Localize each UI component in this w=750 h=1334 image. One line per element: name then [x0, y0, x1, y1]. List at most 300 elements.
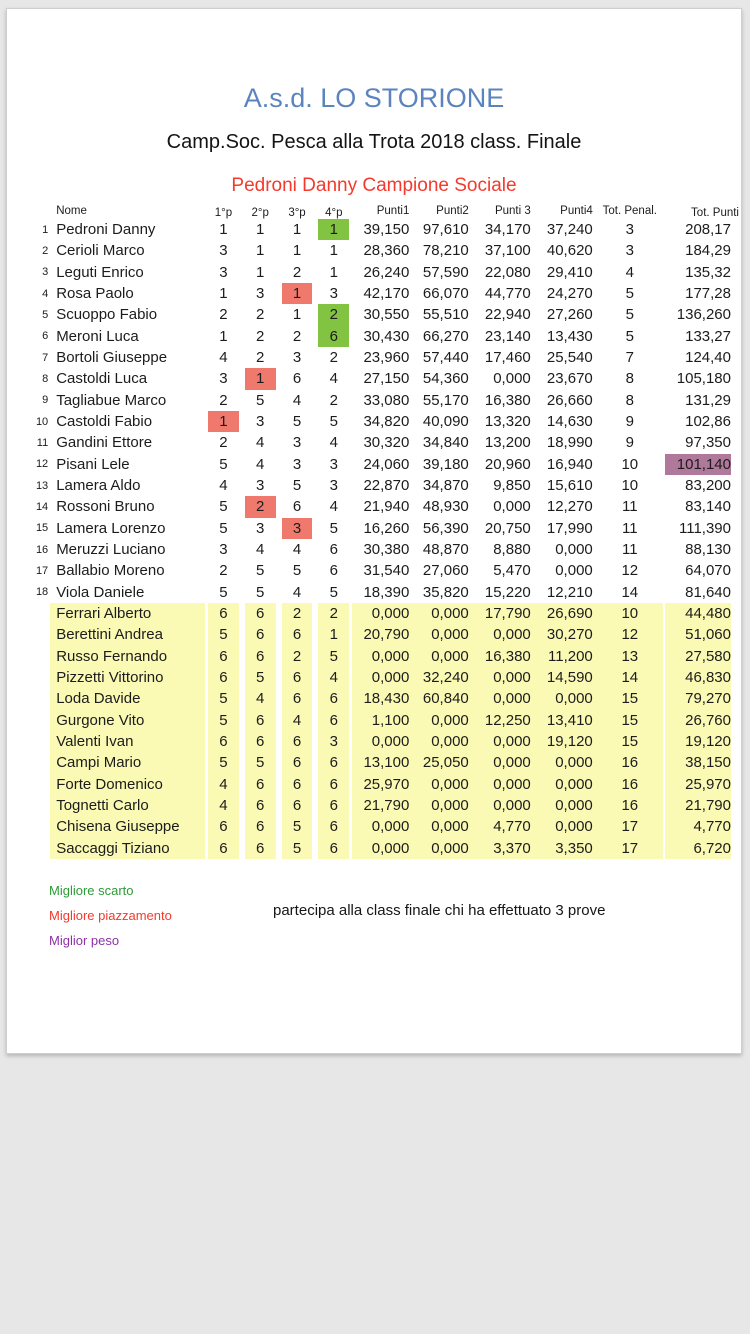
placement-cell: 1 [292, 242, 302, 260]
table-row [31, 283, 741, 304]
rank-cell: 14 [35, 500, 49, 513]
placement-cell: 2 [256, 306, 265, 324]
placement-cell: 1 [219, 327, 228, 345]
rank-cell [31, 752, 50, 773]
points-cell: 20,960 [484, 455, 531, 473]
points-cell: 0,000 [352, 816, 413, 837]
total-points-cell: 111,390 [679, 519, 731, 537]
placement-cell: 5 [205, 624, 242, 645]
penalty-cell: 8 [625, 391, 634, 409]
placement-cell: 6 [279, 667, 316, 688]
placement-cell: 1 [315, 624, 352, 645]
rank-cell: 8 [42, 372, 49, 385]
table-row [31, 624, 741, 645]
points-cell: 37,100 [484, 242, 531, 260]
rank-cell: 17 [35, 564, 49, 577]
penalty-cell: 9 [625, 413, 634, 431]
placement-cell: 4 [292, 583, 302, 601]
total-points-cell: 135,32 [685, 263, 731, 281]
placement-cell: 6 [205, 816, 242, 837]
rank-cell [31, 838, 50, 859]
placement-cell: 6 [205, 838, 242, 859]
name-cell: Leguti Enrico [56, 263, 144, 281]
placement-cell: 4 [292, 391, 302, 409]
name-cell: Russo Fernando [50, 646, 205, 667]
placement-cell: 5 [219, 519, 228, 537]
rank-cell: 13 [35, 479, 49, 492]
points-cell: 20,790 [352, 624, 413, 645]
points-cell: 12,250 [473, 710, 535, 731]
placement-cell: 2 [256, 349, 265, 367]
placement-cell: 2 [279, 646, 316, 667]
placement-cell: 4 [242, 688, 279, 709]
placement-cell: 3 [292, 349, 302, 367]
header-p3: 3°p [288, 207, 306, 219]
name-cell: Tognetti Carlo [50, 795, 205, 816]
table-row [31, 667, 741, 688]
placement-cell: 4 [315, 667, 352, 688]
penalty-cell: 15 [597, 710, 663, 731]
table-row [31, 560, 741, 581]
placement-cell: 1 [315, 219, 352, 240]
placement-cell: 5 [292, 413, 302, 431]
placement-cell: 1 [329, 263, 338, 281]
placement-cell: 2 [242, 496, 279, 517]
total-points-cell: 6,720 [663, 838, 741, 859]
placement-cell: 6 [292, 498, 302, 516]
points-cell: 0,000 [473, 795, 535, 816]
points-cell: 11,200 [535, 646, 597, 667]
penalty-cell: 14 [597, 667, 663, 688]
name-cell: Campi Mario [50, 752, 205, 773]
points-cell: 0,000 [555, 562, 593, 580]
rank-cell: 7 [42, 351, 49, 364]
points-cell: 48,930 [422, 498, 469, 516]
points-cell: 0,000 [352, 731, 413, 752]
name-cell: Gurgone Vito [50, 710, 205, 731]
points-cell: 34,870 [422, 477, 469, 495]
points-cell: 26,660 [546, 391, 593, 409]
placement-cell: 1 [256, 263, 265, 281]
table-row [31, 816, 741, 837]
penalty-cell: 5 [625, 285, 634, 303]
name-cell: Castoldi Fabio [56, 413, 153, 431]
placement-cell: 6 [242, 624, 279, 645]
header-p2: 2°p [251, 207, 269, 219]
placement-cell: 4 [256, 455, 265, 473]
total-points-cell: 64,070 [685, 562, 731, 580]
points-cell: 0,000 [413, 646, 472, 667]
document-page [6, 8, 742, 1054]
penalty-cell: 10 [621, 477, 639, 495]
placement-cell: 2 [292, 263, 302, 281]
points-cell: 3,350 [535, 838, 597, 859]
points-cell: 25,540 [546, 349, 593, 367]
points-cell: 31,540 [363, 562, 410, 580]
points-cell: 66,070 [422, 285, 469, 303]
page-subtitle: Camp.Soc. Pesca alla Trota 2018 class. Finale [166, 131, 582, 153]
placement-cell: 5 [219, 498, 228, 516]
table-row [31, 838, 741, 859]
total-points-cell: 25,970 [663, 774, 741, 795]
placement-cell: 1 [242, 368, 279, 389]
penalty-cell: 17 [597, 838, 663, 859]
rank-cell [31, 731, 50, 752]
placement-cell: 4 [292, 541, 302, 559]
header-punti2: Punti2 [436, 205, 469, 217]
penalty-cell: 4 [625, 263, 634, 281]
placement-cell: 5 [242, 752, 279, 773]
points-cell: 40,620 [546, 242, 593, 260]
placement-cell: 6 [242, 774, 279, 795]
total-points-cell: 79,270 [663, 688, 741, 709]
points-cell: 78,210 [422, 242, 469, 260]
rank-cell: 16 [35, 543, 49, 556]
points-cell: 0,000 [473, 752, 535, 773]
total-points-cell: 131,29 [685, 391, 731, 409]
placement-cell: 6 [242, 646, 279, 667]
points-cell: 9,850 [493, 477, 531, 495]
placement-cell: 3 [219, 370, 228, 388]
points-cell: 17,990 [546, 519, 593, 537]
placement-cell: 3 [329, 285, 338, 303]
rank-cell [31, 774, 50, 795]
placement-cell: 5 [205, 710, 242, 731]
rank-cell [31, 795, 50, 816]
points-cell: 22,080 [484, 263, 531, 281]
points-cell: 48,870 [422, 541, 469, 559]
table-row [31, 347, 741, 368]
placement-cell: 4 [279, 710, 316, 731]
name-cell: Meruzzi Luciano [56, 541, 166, 559]
points-cell: 22,940 [484, 306, 531, 324]
total-points-cell: 97,350 [685, 434, 731, 452]
placement-cell: 3 [256, 285, 265, 303]
rank-cell [31, 624, 50, 645]
penalty-cell: 12 [621, 562, 639, 580]
placement-cell: 1 [279, 283, 316, 304]
placement-cell: 2 [329, 349, 338, 367]
points-cell: 0,000 [413, 624, 472, 645]
name-cell: Tagliabue Marco [56, 391, 167, 409]
placement-cell: 2 [329, 391, 338, 409]
table-row [31, 518, 741, 539]
penalty-cell: 12 [597, 624, 663, 645]
placement-cell: 6 [279, 624, 316, 645]
placement-cell: 4 [219, 477, 228, 495]
placement-cell: 2 [219, 306, 228, 324]
points-cell: 16,380 [473, 646, 535, 667]
points-cell: 16,940 [546, 455, 593, 473]
points-cell: 0,000 [352, 667, 413, 688]
table-row [31, 795, 741, 816]
placement-cell: 6 [205, 667, 242, 688]
placement-cell: 6 [242, 795, 279, 816]
rank-cell: 11 [36, 436, 49, 449]
total-points-cell: 83,140 [685, 498, 731, 516]
penalty-cell: 17 [597, 816, 663, 837]
placement-cell: 1 [256, 242, 265, 260]
points-cell: 16,380 [484, 391, 531, 409]
points-cell: 17,790 [473, 603, 535, 624]
total-points-cell: 26,760 [663, 710, 741, 731]
header-tot-penal: Tot. Penal. [602, 205, 657, 217]
rank-cell [31, 646, 50, 667]
placement-cell: 6 [329, 562, 338, 580]
table-row [31, 368, 741, 389]
points-cell: 0,000 [352, 646, 413, 667]
total-points-cell: 184,29 [685, 242, 731, 260]
placement-cell: 4 [205, 774, 242, 795]
points-cell: 27,060 [422, 562, 469, 580]
header-punti4: Punti4 [560, 205, 593, 217]
points-cell: 0,000 [493, 498, 531, 516]
placement-cell: 1 [292, 221, 302, 239]
points-cell: 15,220 [484, 583, 531, 601]
placement-cell: 6 [279, 774, 316, 795]
points-cell: 17,460 [484, 349, 531, 367]
name-cell: Ballabio Moreno [56, 562, 165, 580]
penalty-cell: 16 [597, 774, 663, 795]
rank-cell [31, 816, 50, 837]
placement-cell: 6 [315, 838, 352, 859]
points-cell: 0,000 [473, 774, 535, 795]
points-cell: 27,150 [363, 370, 410, 388]
total-points-cell: 102,86 [685, 413, 731, 431]
legend-best-discard: Migliore scarto [49, 883, 134, 898]
points-cell: 25,050 [413, 752, 472, 773]
total-points-cell: 19,120 [663, 731, 741, 752]
points-cell: 33,080 [363, 391, 410, 409]
penalty-cell: 10 [597, 603, 663, 624]
placement-cell: 3 [219, 263, 228, 281]
placement-cell: 1 [219, 285, 228, 303]
results-table-body [31, 219, 741, 859]
name-cell: Ferrari Alberto [50, 603, 205, 624]
table-row [31, 326, 741, 347]
points-cell: 21,940 [363, 498, 410, 516]
placement-cell: 5 [279, 838, 316, 859]
placement-cell: 2 [219, 391, 228, 409]
points-cell: 42,170 [363, 285, 410, 303]
points-cell: 16,260 [363, 519, 410, 537]
total-points-cell: 81,640 [685, 583, 731, 601]
name-cell: Lamera Lorenzo [56, 519, 166, 537]
points-cell: 20,750 [484, 519, 531, 537]
placement-cell: 3 [292, 434, 302, 452]
placement-cell: 2 [256, 327, 265, 345]
name-cell: Loda Davide [50, 688, 205, 709]
points-cell: 54,360 [422, 370, 469, 388]
name-cell: Meroni Luca [56, 327, 139, 345]
placement-cell: 6 [292, 370, 302, 388]
penalty-cell: 11 [622, 498, 638, 516]
points-cell: 0,000 [473, 624, 535, 645]
legend-best-placement: Migliore piazzamento [49, 908, 172, 923]
champion-announcement: Pedroni Danny Campione Sociale [231, 175, 517, 196]
placement-cell: 2 [315, 304, 352, 325]
penalty-cell: 11 [622, 541, 638, 559]
placement-cell: 6 [279, 731, 316, 752]
points-cell: 26,240 [363, 263, 410, 281]
points-cell: 60,840 [413, 688, 472, 709]
placement-cell: 4 [256, 541, 265, 559]
placement-cell: 6 [205, 646, 242, 667]
penalty-cell: 15 [597, 688, 663, 709]
total-points-cell: 21,790 [663, 795, 741, 816]
table-row [31, 411, 741, 432]
table-row [31, 646, 741, 667]
placement-cell: 2 [315, 603, 352, 624]
placement-cell: 5 [205, 752, 242, 773]
placement-cell: 6 [279, 752, 316, 773]
points-cell: 25,970 [352, 774, 413, 795]
total-points-cell: 177,28 [685, 285, 731, 303]
points-cell: 23,960 [363, 349, 410, 367]
placement-cell: 1 [292, 306, 302, 324]
table-row [31, 262, 741, 283]
points-cell: 57,440 [422, 349, 469, 367]
penalty-cell: 15 [597, 731, 663, 752]
points-cell: 55,170 [422, 391, 469, 409]
placement-cell: 3 [256, 477, 265, 495]
points-cell: 0,000 [413, 774, 472, 795]
points-cell: 18,430 [352, 688, 413, 709]
placement-cell: 5 [292, 562, 302, 580]
placement-cell: 5 [205, 688, 242, 709]
total-points-cell: 124,40 [685, 349, 731, 367]
placement-cell: 2 [279, 603, 316, 624]
points-cell: 23,670 [546, 370, 593, 388]
total-points-cell: 27,580 [663, 646, 741, 667]
rank-cell: 9 [42, 394, 49, 407]
points-cell: 0,000 [413, 603, 472, 624]
placement-cell: 2 [292, 327, 302, 345]
points-cell: 39,150 [363, 221, 410, 239]
rank-cell [31, 688, 50, 709]
penalty-cell: 9 [625, 434, 634, 452]
table-row [31, 774, 741, 795]
points-cell: 66,270 [422, 327, 469, 345]
name-cell: Forte Domenico [50, 774, 205, 795]
placement-cell: 3 [292, 455, 302, 473]
total-points-cell: 4,770 [663, 816, 741, 837]
points-cell: 32,240 [413, 667, 472, 688]
placement-cell: 5 [329, 519, 338, 537]
page-title: A.s.d. LO STORIONE [243, 83, 505, 113]
rank-cell: 6 [42, 330, 49, 343]
points-cell: 0,000 [493, 370, 531, 388]
name-cell: Cerioli Marco [56, 242, 145, 260]
total-points-cell: 133,27 [685, 327, 731, 345]
points-cell: 21,790 [352, 795, 413, 816]
points-cell: 57,590 [422, 263, 469, 281]
placement-cell: 6 [242, 710, 279, 731]
points-cell: 97,610 [422, 221, 469, 239]
penalty-cell: 5 [625, 327, 634, 345]
points-cell: 0,000 [535, 752, 597, 773]
penalty-cell: 11 [622, 519, 638, 537]
placement-cell: 5 [242, 667, 279, 688]
points-cell: 35,820 [422, 583, 469, 601]
penalty-cell: 3 [625, 242, 634, 260]
table-row [31, 539, 741, 560]
rank-cell: 10 [35, 415, 49, 428]
name-cell: Pisani Lele [56, 455, 130, 473]
name-cell: Saccaggi Tiziano [50, 838, 205, 859]
placement-cell: 6 [242, 731, 279, 752]
points-cell: 27,260 [546, 306, 593, 324]
table-row [31, 603, 741, 624]
placement-cell: 3 [315, 731, 352, 752]
placement-cell: 6 [242, 603, 279, 624]
total-points-cell: 51,060 [663, 624, 741, 645]
table-row [31, 240, 741, 261]
placement-cell: 5 [315, 646, 352, 667]
penalty-cell: 7 [625, 349, 634, 367]
table-row [31, 496, 741, 517]
table-row [31, 219, 741, 240]
points-cell: 0,000 [555, 541, 593, 559]
placement-cell: 4 [329, 498, 338, 516]
placement-cell: 5 [329, 413, 338, 431]
table-row [31, 304, 741, 325]
points-cell: 34,820 [363, 413, 410, 431]
placement-cell: 6 [279, 795, 316, 816]
points-cell: 26,690 [535, 603, 597, 624]
name-cell: Berettini Andrea [50, 624, 205, 645]
points-cell: 0,000 [413, 795, 472, 816]
penalty-cell: 14 [621, 583, 639, 601]
points-cell: 15,610 [546, 477, 593, 495]
points-cell: 29,410 [546, 263, 593, 281]
table-row [31, 731, 741, 752]
total-points-cell: 208,17 [685, 221, 731, 239]
rank-cell: 12 [35, 458, 49, 471]
table-row [31, 582, 741, 603]
placement-cell: 6 [242, 816, 279, 837]
placement-cell: 4 [219, 349, 228, 367]
penalty-cell: 5 [625, 306, 634, 324]
placement-cell: 5 [219, 583, 228, 601]
name-cell: Bortoli Giuseppe [56, 349, 168, 367]
placement-cell: 5 [329, 583, 338, 601]
points-cell: 22,870 [363, 477, 410, 495]
points-cell: 1,100 [352, 710, 413, 731]
points-cell: 56,390 [422, 519, 469, 537]
points-cell: 30,320 [363, 434, 410, 452]
points-cell: 0,000 [413, 731, 472, 752]
points-cell: 3,370 [473, 838, 535, 859]
points-cell: 30,550 [363, 306, 410, 324]
total-points-cell: 101,140 [663, 454, 741, 475]
rank-cell: 4 [42, 287, 49, 300]
placement-cell: 6 [315, 688, 352, 709]
points-cell: 34,170 [484, 221, 531, 239]
rank-cell: 1 [42, 223, 49, 236]
points-cell: 0,000 [413, 838, 472, 859]
points-cell: 12,210 [546, 583, 593, 601]
placement-cell: 6 [205, 731, 242, 752]
placement-cell: 6 [205, 603, 242, 624]
points-cell: 13,320 [484, 413, 531, 431]
rank-cell [31, 710, 50, 731]
points-cell: 55,510 [422, 306, 469, 324]
points-cell: 0,000 [535, 774, 597, 795]
header-nome: Nome [56, 205, 87, 217]
points-cell: 0,000 [352, 603, 413, 624]
name-cell: Rosa Paolo [56, 285, 134, 303]
